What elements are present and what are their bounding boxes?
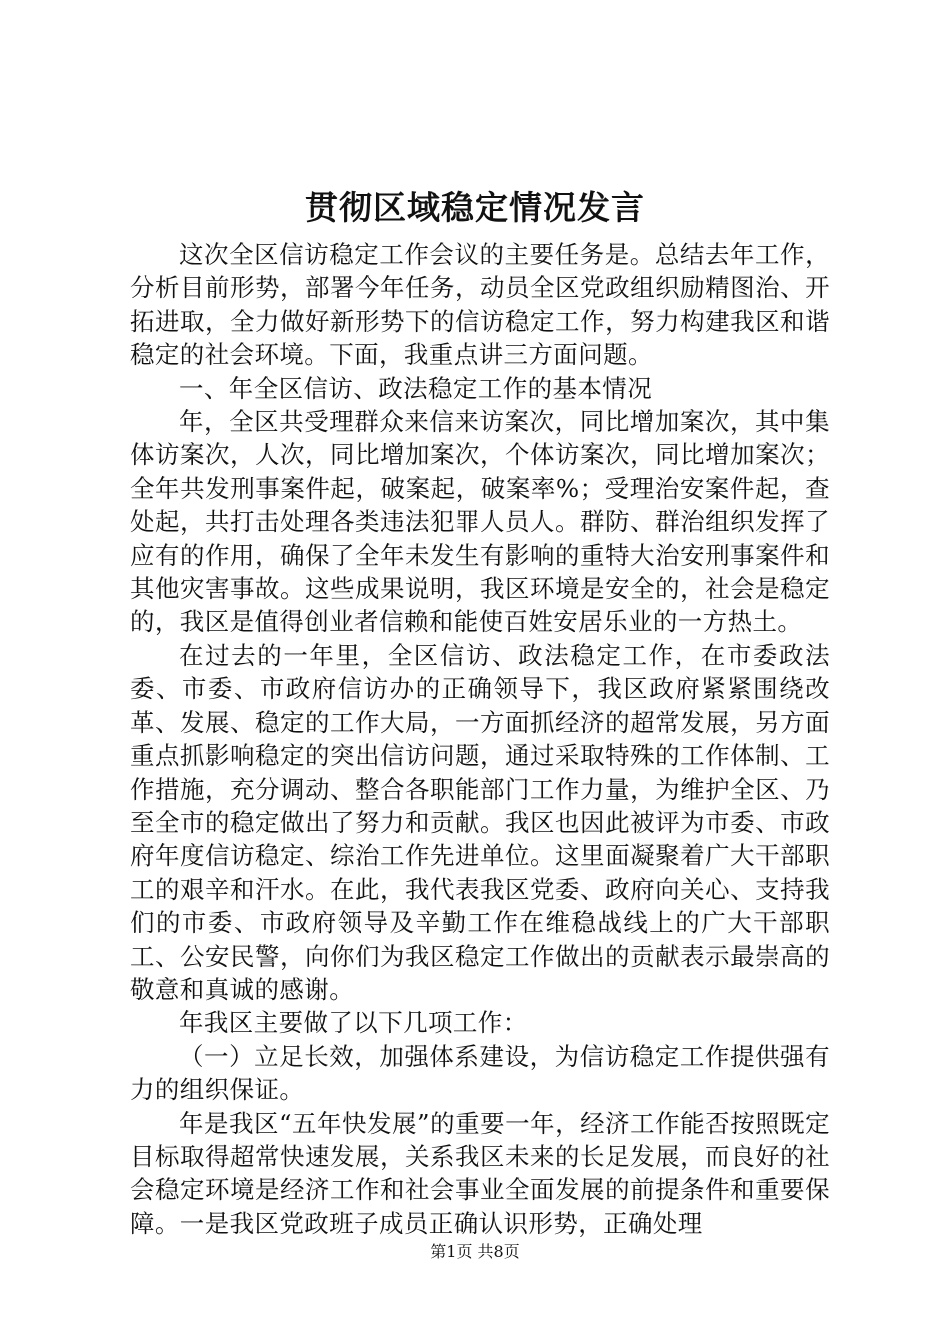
paragraph-intro: 这次全区信访稳定工作会议的主要任务是。总结去年工作，分析目前形势，部署今年任务，动员全区党政组织励精图治、开拓进取，全力做好新形势下的信访稳定工作，努力构建我区和谐稳定的社会环境。下面，我重点讲三方面问题。 (130, 240, 830, 370)
page-title: 贯彻区域稳定情况发言 (305, 188, 645, 227)
paragraph-work-intro: 年我区主要做了以下几项工作： (179, 1008, 528, 1038)
subsection-heading-1: （一）立足长效，加强体系建设，为信访稳定工作提供强有力的组织保证。 (130, 1041, 830, 1105)
section-heading-1: 一、年全区信访、政法稳定工作的基本情况 (179, 373, 653, 403)
paragraph-five-year: 年是我区“五年快发展”的重要一年，经济工作能否按照既定目标取得超常快速发展，关系我区未来的长足发展，而良好的社会稳定环境是经济工作和社会事业全面发展的前提条件和重要保障。一是我区党政班子成员正确认识形势，正确处理 (130, 1108, 830, 1238)
document-body (130, 238, 830, 1240)
paragraph-review: 在过去的一年里，全区信访、政法稳定工作，在市委政法委、市委、市政府信访办的正确领导下，我区政府紧紧围绕改革、发展、稳定的工作大局，一方面抓经济的超常发展，另方面重点抓影响稳定的突出信访问题，通过采取特殊的工作体制、工作措施，充分调动、整合各职能部门工作力量，为维护全区、乃至全市的稳定做出了努力和贡献。我区也因此被评为市委、市政府年度信访稳定、综治工作先进单位。这里面凝聚着广大干部职工的艰辛和汗水。在此，我代表我区党委、政府向关心、支持我们的市委、市政府领导及辛勤工作在维稳战线上的广大干部职工、公安民警，向你们为我区稳定工作做出的贡献表示最崇高的敬意和真诚的感谢。 (130, 640, 830, 1004)
page-number-footer: 第1页 共8页 (430, 1242, 520, 1261)
paragraph-statistics: 年，全区共受理群众来信来访案次，同比增加案次，其中集体访案次，人次，同比增加案次，个体访案次，同比增加案次；全年共发刑事案件起，破案起，破案率%；受理治安案件起，查处起，共打击处理各类违法犯罪人员人。群防、群治组织发挥了应有的作用，确保了全年未发生有影响的重特大治安刑事案件和其他灾害事故。这些成果说明，我区环境是安全的，社会是稳定的，我区是值得创业者信赖和能使百姓安居乐业的一方热土。 (130, 407, 830, 637)
